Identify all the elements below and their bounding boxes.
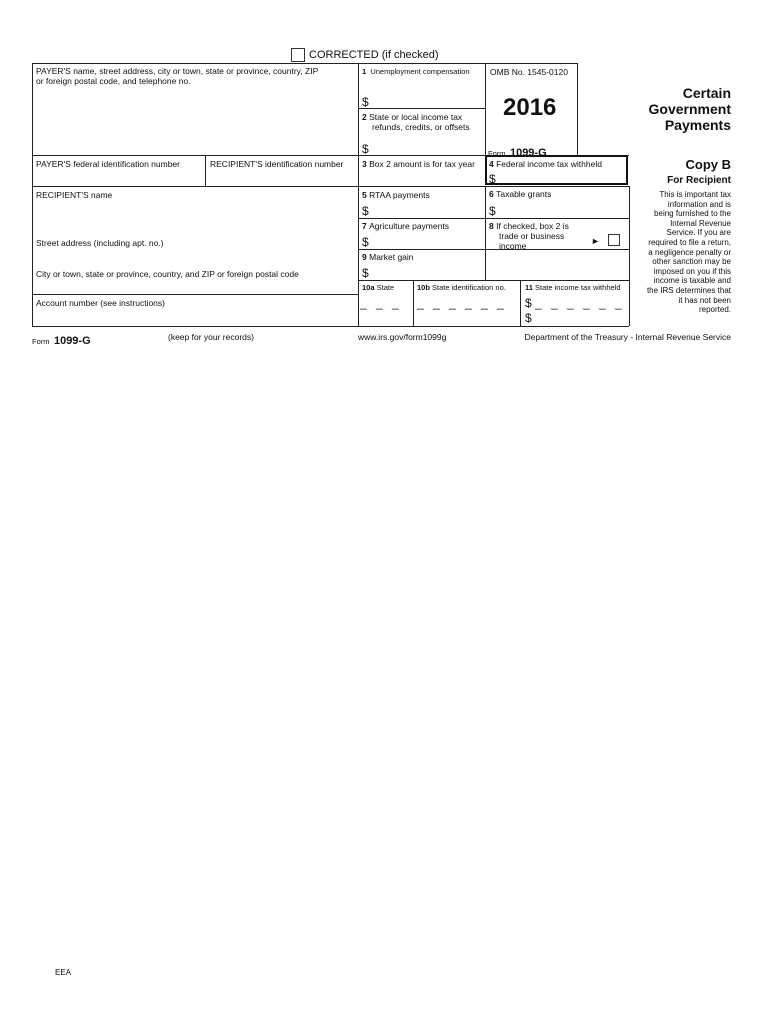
box10b-lines: _ _ _ _ _ _	[417, 296, 507, 310]
rule-bottom	[32, 326, 629, 327]
rule-col3	[485, 63, 486, 155]
rule-col3b	[485, 186, 486, 280]
rule-mid	[358, 63, 359, 326]
payer-name-label: PAYER'S name, street address, city or town, state or province, country, ZIP or foreign postal code, and telephone no.	[36, 66, 319, 86]
box6-dollar: $	[489, 204, 496, 218]
rule-id-bottom	[32, 186, 629, 187]
box11-dollar-2: $	[525, 311, 532, 325]
copy-b: Copy B	[685, 157, 731, 172]
box9-dollar: $	[362, 266, 369, 280]
footer-form-id: Form 1099-G	[32, 335, 91, 347]
form-id-header: Form 1099-G	[488, 147, 547, 159]
box7-dollar: $	[362, 235, 369, 249]
recipient-id-label: RECIPIENT'S identification number	[210, 159, 344, 169]
rule-box1-2	[358, 108, 485, 109]
box11-label: 11 State income tax withheld	[525, 283, 621, 292]
tax-year: 2016	[503, 94, 557, 121]
omb-number: OMB No. 1545-0120	[490, 67, 568, 77]
rule-10b-11	[520, 280, 521, 326]
box4-dollar: $	[489, 172, 496, 186]
box10a-label: 10a State	[362, 283, 395, 292]
box3-label: 3 Box 2 amount is for tax year	[362, 159, 475, 169]
footer-department: Department of the Treasury - Internal Revenue Service	[524, 332, 731, 342]
payer-federal-id-label: PAYER'S federal identification number	[36, 159, 180, 169]
eea-mark: EEA	[55, 968, 72, 977]
box11-lines: _ _ _ _ _ _	[535, 296, 625, 310]
account-number-label: Account number (see instructions)	[36, 298, 165, 308]
box5-dollar: $	[362, 204, 369, 218]
box8-checkbox[interactable]	[608, 234, 620, 246]
form-title: Certain Government Payments	[648, 85, 731, 133]
box8-arrow-icon: ►	[591, 236, 600, 246]
rule-omb-right	[577, 63, 578, 155]
footer-url: www.irs.gov/form1099g	[358, 332, 447, 342]
box1-dollar: $	[362, 95, 369, 109]
rule-top	[32, 63, 577, 64]
box6-label: 6 Taxable grants	[489, 189, 552, 199]
recipient-city-label: City or town, state or province, country, and ZIP or foreign postal code	[36, 269, 299, 279]
for-recipient: For Recipient	[667, 175, 731, 186]
rule-10a-10b	[413, 280, 414, 326]
box7-label: 7 Agriculture payments	[362, 221, 449, 231]
recipient-name-label: RECIPIENT'S name	[36, 190, 113, 200]
box2-dollar: $	[362, 142, 369, 156]
box5-label: 5 RTAA payments	[362, 190, 430, 200]
rule-left	[32, 63, 33, 326]
box8-label: 8 If checked, box 2 is trade or business income	[489, 221, 569, 251]
recipient-notice: This is important tax information and is being furnished to the Internal Revenue Service. If you are required to file a return, a negligence penalty or other sanction may be imposed on you if this income is taxable and the IRS determines that it has not been reported.	[646, 190, 731, 315]
box1-label: 1 Unemployment compensation	[362, 67, 470, 76]
box10b-label: 10b State identification no.	[417, 283, 506, 292]
rule-9-bottom	[358, 280, 629, 281]
rule-city-bottom	[32, 294, 358, 295]
footer-keep-records: (keep for your records)	[168, 332, 254, 342]
box4-label: 4 Federal income tax withheld	[489, 159, 602, 169]
box10a-lines: _ _ _	[360, 296, 402, 310]
box9-label: 9 Market gain	[362, 252, 414, 262]
recipient-street-label: Street address (including apt. no.)	[36, 238, 164, 248]
rule-id-divider	[205, 155, 206, 186]
rule-name-bottom	[358, 218, 629, 219]
corrected-checkbox[interactable]	[291, 48, 305, 62]
box11-dollar-1: $	[525, 296, 532, 310]
box2-label: 2 State or local income tax refunds, credits, or offsets	[362, 112, 470, 132]
corrected-label: CORRECTED (if checked)	[309, 49, 439, 61]
